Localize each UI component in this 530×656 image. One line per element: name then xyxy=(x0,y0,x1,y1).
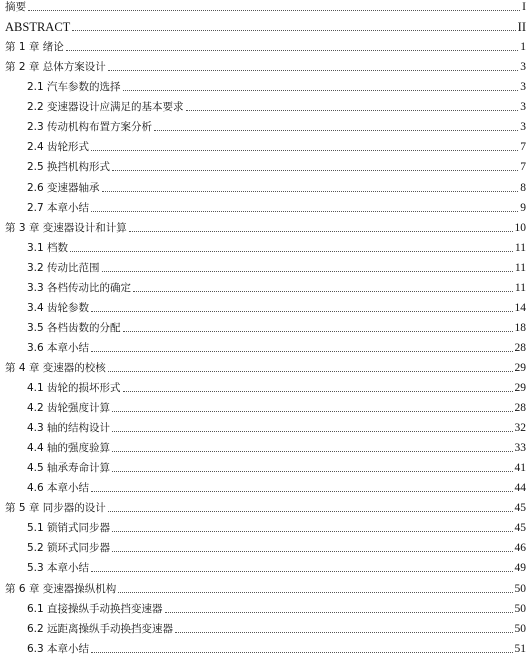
dot-leader xyxy=(72,30,515,31)
toc-chapter-entry[interactable] xyxy=(0,215,526,235)
toc-chapter-entry[interactable] xyxy=(0,0,526,14)
toc-entry-title: 5.2 锁环式同步器 xyxy=(27,542,111,555)
toc-entry-page-number: 3 xyxy=(520,81,526,94)
dot-leader xyxy=(66,50,519,51)
toc-section-entry[interactable] xyxy=(0,435,526,455)
toc-entry-page-number: II xyxy=(517,20,526,34)
dot-leader xyxy=(112,451,512,452)
toc-entry-title: 第 2 章 总体方案设计 xyxy=(5,61,106,74)
toc-entry-title: 4.1 齿轮的损坏形式 xyxy=(27,381,121,394)
toc-entry-title: 4.2 齿轮强度计算 xyxy=(27,402,111,414)
toc-chapter-entry[interactable] xyxy=(0,576,526,596)
dot-leader xyxy=(91,652,512,653)
toc-section-entry[interactable] xyxy=(0,335,526,355)
toc-entry-page-number: 7 xyxy=(520,141,526,154)
toc-entry-title: 6.1 直接操纵手动换挡变速器 xyxy=(27,602,163,615)
dot-leader xyxy=(165,612,513,613)
toc-entry-title: 6.3 本章小结 xyxy=(27,642,90,655)
toc-section-entry[interactable] xyxy=(0,616,526,636)
dot-leader xyxy=(112,431,512,432)
toc-section-entry[interactable] xyxy=(0,94,526,114)
toc-entry-page-number: 33 xyxy=(514,442,526,455)
toc-entry-page-number: 3 xyxy=(520,61,526,74)
toc-entry-page-number: 3 xyxy=(520,121,526,134)
toc-entry-title: 3.6 本章小结 xyxy=(27,341,90,354)
toc-entry-page-number: 45 xyxy=(514,522,526,535)
toc-entry-page-number: 50 xyxy=(514,622,526,635)
toc-section-entry[interactable] xyxy=(0,134,526,154)
toc-section-entry[interactable] xyxy=(0,535,526,555)
toc-entry-page-number: I xyxy=(522,1,526,13)
toc-section-entry[interactable] xyxy=(0,375,526,395)
dot-leader xyxy=(123,90,519,91)
toc-entry-page-number: 1 xyxy=(520,41,526,54)
toc-chapter-entry[interactable] xyxy=(0,14,526,34)
dot-leader xyxy=(133,291,513,292)
toc-entry-title: 第 5 章 同步器的设计 xyxy=(5,502,106,515)
toc-entry-page-number: 11 xyxy=(514,281,526,294)
dot-leader xyxy=(108,511,513,512)
toc-section-entry[interactable] xyxy=(0,455,526,475)
toc-section-entry[interactable] xyxy=(0,154,526,174)
dot-leader xyxy=(108,70,519,71)
dot-leader xyxy=(91,491,512,492)
toc-entry-title: ABSTRACT xyxy=(5,20,71,34)
toc-section-entry[interactable] xyxy=(0,114,526,134)
toc-entry-page-number: 50 xyxy=(514,602,526,615)
toc-entry-page-number: 50 xyxy=(514,582,526,595)
toc-section-entry[interactable] xyxy=(0,195,526,215)
toc-section-entry[interactable] xyxy=(0,475,526,495)
dot-leader xyxy=(123,331,513,332)
toc-entry-title: 6.2 远距离操纵手动换挡变速器 xyxy=(27,622,174,635)
toc-entry-page-number: 14 xyxy=(514,301,526,314)
toc-entry-title: 第 3 章 变速器设计和计算 xyxy=(5,221,127,234)
toc-chapter-entry[interactable] xyxy=(0,495,526,515)
toc-entry-title: 3.2 传动比范围 xyxy=(27,261,100,274)
toc-section-entry[interactable] xyxy=(0,555,526,575)
toc-entry-title: 2.7 本章小结 xyxy=(27,201,90,214)
dot-leader xyxy=(102,191,519,192)
toc-entry-page-number: 10 xyxy=(514,221,526,234)
toc-entry-title: 3.4 齿轮参数 xyxy=(27,301,90,314)
toc-section-entry[interactable] xyxy=(0,235,526,255)
toc-entry-page-number: 18 xyxy=(514,321,526,334)
toc-entry-page-number: 28 xyxy=(514,402,526,414)
toc-entry-page-number: 11 xyxy=(514,261,526,274)
toc-section-entry[interactable] xyxy=(0,275,526,295)
dot-leader xyxy=(129,231,513,232)
dot-leader xyxy=(108,371,513,372)
dot-leader xyxy=(112,170,518,171)
toc-entry-title: 2.2 变速器设计应满足的基本要求 xyxy=(27,101,184,114)
dot-leader xyxy=(91,150,518,151)
dot-leader xyxy=(118,592,512,593)
toc-entry-title: 5.1 锁销式同步器 xyxy=(27,522,111,535)
toc-entry-page-number: 29 xyxy=(514,381,526,394)
toc-entry-title: 5.3 本章小结 xyxy=(27,562,90,575)
dot-leader xyxy=(186,110,519,111)
dot-leader xyxy=(154,130,518,131)
toc-entry-title: 3.3 各档传动比的确定 xyxy=(27,281,132,294)
toc-entry-title: 4.4 轴的强度验算 xyxy=(27,442,111,455)
toc-section-entry[interactable] xyxy=(0,255,526,275)
toc-entry-title: 2.3 传动机构布置方案分析 xyxy=(27,121,153,134)
dot-leader xyxy=(91,571,512,572)
dot-leader xyxy=(91,211,518,212)
toc-entry-page-number: 8 xyxy=(520,181,526,194)
toc-entry-title: 4.6 本章小结 xyxy=(27,482,90,495)
toc-entry-title: 摘要 xyxy=(5,1,26,13)
dot-leader xyxy=(70,251,513,252)
toc-entry-page-number: 11 xyxy=(514,241,526,254)
toc-entry-title: 2.4 齿轮形式 xyxy=(27,141,90,154)
toc-entry-title: 2.1 汽车参数的选择 xyxy=(27,81,121,94)
toc-entry-page-number: 32 xyxy=(514,422,526,435)
toc-entry-page-number: 51 xyxy=(514,642,526,655)
dot-leader xyxy=(112,411,512,412)
toc-section-entry[interactable] xyxy=(0,636,526,656)
toc-entry-page-number: 41 xyxy=(514,462,526,475)
toc-entry-title: 4.3 轴的结构设计 xyxy=(27,422,111,435)
toc-section-entry[interactable] xyxy=(0,415,526,435)
dot-leader xyxy=(28,10,520,11)
dot-leader xyxy=(112,531,512,532)
dot-leader xyxy=(91,351,512,352)
toc-entry-page-number: 7 xyxy=(520,161,526,174)
toc-entry-page-number: 3 xyxy=(520,101,526,114)
toc-entry-page-number: 29 xyxy=(514,361,526,374)
toc-entry-title: 第 6 章 变速器操纵机构 xyxy=(5,582,117,595)
toc-entry-page-number: 44 xyxy=(514,482,526,495)
toc-entry-title: 2.6 变速器轴承 xyxy=(27,181,100,194)
dot-leader xyxy=(123,391,513,392)
toc-entry-title: 3.1 档数 xyxy=(27,241,69,254)
dot-leader xyxy=(91,311,512,312)
toc-section-entry[interactable] xyxy=(0,515,526,535)
toc-chapter-entry[interactable] xyxy=(0,355,526,375)
dot-leader xyxy=(102,271,513,272)
toc-entry-title: 第 1 章 绪论 xyxy=(5,41,64,54)
toc-entry-page-number: 28 xyxy=(514,341,526,354)
toc-entry-page-number: 45 xyxy=(514,502,526,515)
toc-section-entry[interactable] xyxy=(0,395,526,415)
toc-entry-page-number: 46 xyxy=(514,542,526,555)
dot-leader xyxy=(112,471,512,472)
toc-section-entry[interactable] xyxy=(0,175,526,195)
toc-chapter-entry[interactable] xyxy=(0,34,526,54)
toc-section-entry[interactable] xyxy=(0,315,526,335)
toc-entry-page-number: 49 xyxy=(514,562,526,575)
toc-section-entry[interactable] xyxy=(0,295,526,315)
toc-section-entry[interactable] xyxy=(0,74,526,94)
toc-entry-title: 第 4 章 变速器的校核 xyxy=(5,361,106,374)
toc-entry-title: 2.5 换挡机构形式 xyxy=(27,161,111,174)
toc-chapter-entry[interactable] xyxy=(0,54,526,74)
toc-entry-title: 3.5 各档齿数的分配 xyxy=(27,321,121,334)
toc-entry-page-number: 9 xyxy=(520,201,526,214)
dot-leader xyxy=(175,632,512,633)
toc-section-entry[interactable] xyxy=(0,596,526,616)
dot-leader xyxy=(112,551,512,552)
toc-entry-title: 4.5 轴承寿命计算 xyxy=(27,462,111,475)
